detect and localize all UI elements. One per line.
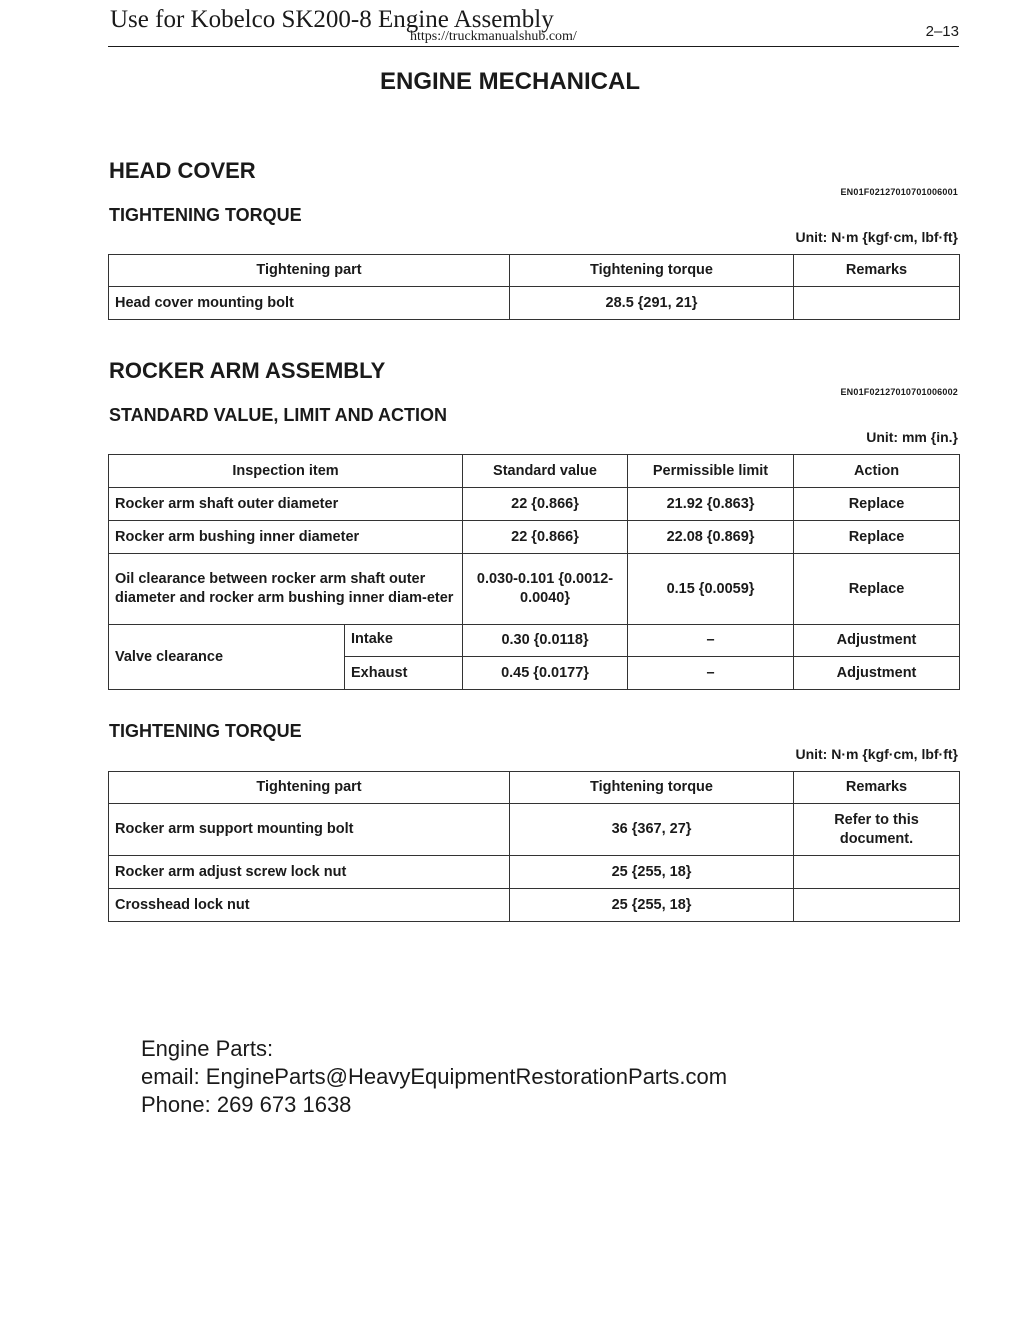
table-cell — [794, 856, 960, 889]
table-header-row — [109, 255, 960, 287]
table-cell: Exhaust — [345, 657, 463, 690]
header-title: Use for Kobelco SK200-8 Engine Assembly — [110, 6, 554, 33]
table-cell: Rocker arm shaft outer diameter — [109, 488, 463, 521]
footer-email[interactable]: email: EngineParts@HeavyEquipmentRestorationParts.com — [141, 1064, 728, 1089]
column-header: Permissible limit — [628, 455, 794, 488]
table-cell: 22 {0.866} — [463, 521, 628, 554]
valve-clearance-cell: Valve clearance — [109, 625, 345, 690]
standard-value-heading: STANDARD VALUE, LIMIT AND ACTION — [109, 405, 447, 425]
head-cover-torque-heading: TIGHTENING TORQUE — [109, 205, 302, 225]
table-cell: Adjustment — [794, 625, 960, 657]
table-cell: 0.30 {0.0118} — [463, 625, 628, 657]
table-cell: – — [628, 625, 794, 657]
table-cell: – — [628, 657, 794, 690]
table-row — [109, 488, 960, 521]
header-url[interactable]: https://truckmanualshub.com/ — [410, 29, 577, 44]
table-cell: Crosshead lock nut — [109, 889, 510, 922]
column-header: Remarks — [794, 255, 960, 287]
table-cell: 21.92 {0.863} — [628, 488, 794, 521]
column-header: Action — [794, 455, 960, 488]
standard-value-unit: Unit: mm {in.} — [866, 429, 958, 445]
rocker-arm-torque-unit: Unit: N·m {kgf·cm, lbf·ft} — [795, 746, 958, 762]
table-cell: 0.45 {0.0177} — [463, 657, 628, 690]
table-cell — [794, 287, 960, 320]
table-header-row — [109, 772, 960, 804]
table-cell: Rocker arm bushing inner diameter — [109, 521, 463, 554]
rocker-arm-heading: ROCKER ARM ASSEMBLY — [109, 358, 386, 383]
table-cell: Replace — [794, 488, 960, 521]
table-row — [109, 287, 960, 320]
column-header: Tightening torque — [510, 772, 794, 804]
table-row — [109, 521, 960, 554]
head-cover-unit: Unit: N·m {kgf·cm, lbf·ft} — [795, 229, 958, 245]
contact-footer — [141, 1035, 727, 1119]
head-cover-heading: HEAD COVER — [109, 158, 256, 183]
table-header-row — [109, 455, 960, 488]
column-header: Remarks — [794, 772, 960, 804]
column-header: Tightening torque — [510, 255, 794, 287]
column-header: Inspection item — [109, 455, 463, 488]
head-cover-code: EN01F02127010701006001 — [840, 187, 958, 197]
table-cell: Adjustment — [794, 657, 960, 690]
table-row — [109, 625, 960, 657]
table-cell: 0.030-0.101 {0.0012-0.0040} — [463, 554, 628, 625]
table-cell: 28.5 {291, 21} — [510, 287, 794, 320]
table-row — [109, 554, 960, 625]
column-header: Tightening part — [109, 772, 510, 804]
standard-value-table — [108, 454, 960, 690]
table-cell: Replace — [794, 554, 960, 625]
table-row — [109, 889, 960, 922]
table-cell: Refer to this document. — [794, 804, 960, 856]
table-cell: 25 {255, 18} — [510, 889, 794, 922]
header-rule — [108, 46, 959, 47]
column-header: Standard value — [463, 455, 628, 488]
column-header: Tightening part — [109, 255, 510, 287]
page-number: 2–13 — [925, 23, 959, 40]
table-row — [109, 856, 960, 889]
rocker-arm-torque-heading: TIGHTENING TORQUE — [109, 721, 302, 741]
table-row — [109, 804, 960, 856]
table-cell — [794, 889, 960, 922]
table-cell: 0.15 {0.0059} — [628, 554, 794, 625]
table-cell: Oil clearance between rocker arm shaft outer diameter and rocker arm bushing inner diam-eter — [109, 554, 463, 625]
table-cell: 22.08 {0.869} — [628, 521, 794, 554]
table-cell: Replace — [794, 521, 960, 554]
table-cell: 22 {0.866} — [463, 488, 628, 521]
footer-line-1: Engine Parts: — [141, 1036, 274, 1061]
table-cell: Head cover mounting bolt — [109, 287, 510, 320]
chapter-title: ENGINE MECHANICAL — [379, 68, 640, 95]
rocker-arm-torque-table — [108, 771, 960, 922]
table-cell: 25 {255, 18} — [510, 856, 794, 889]
table-cell: Rocker arm support mounting bolt — [109, 804, 510, 856]
table-cell: 36 {367, 27} — [510, 804, 794, 856]
table-cell: Intake — [345, 625, 463, 657]
rocker-arm-code: EN01F02127010701006002 — [840, 387, 958, 397]
head-cover-torque-table — [108, 254, 960, 320]
table-cell: Rocker arm adjust screw lock nut — [109, 856, 510, 889]
footer-phone: Phone: 269 673 1638 — [141, 1092, 352, 1117]
